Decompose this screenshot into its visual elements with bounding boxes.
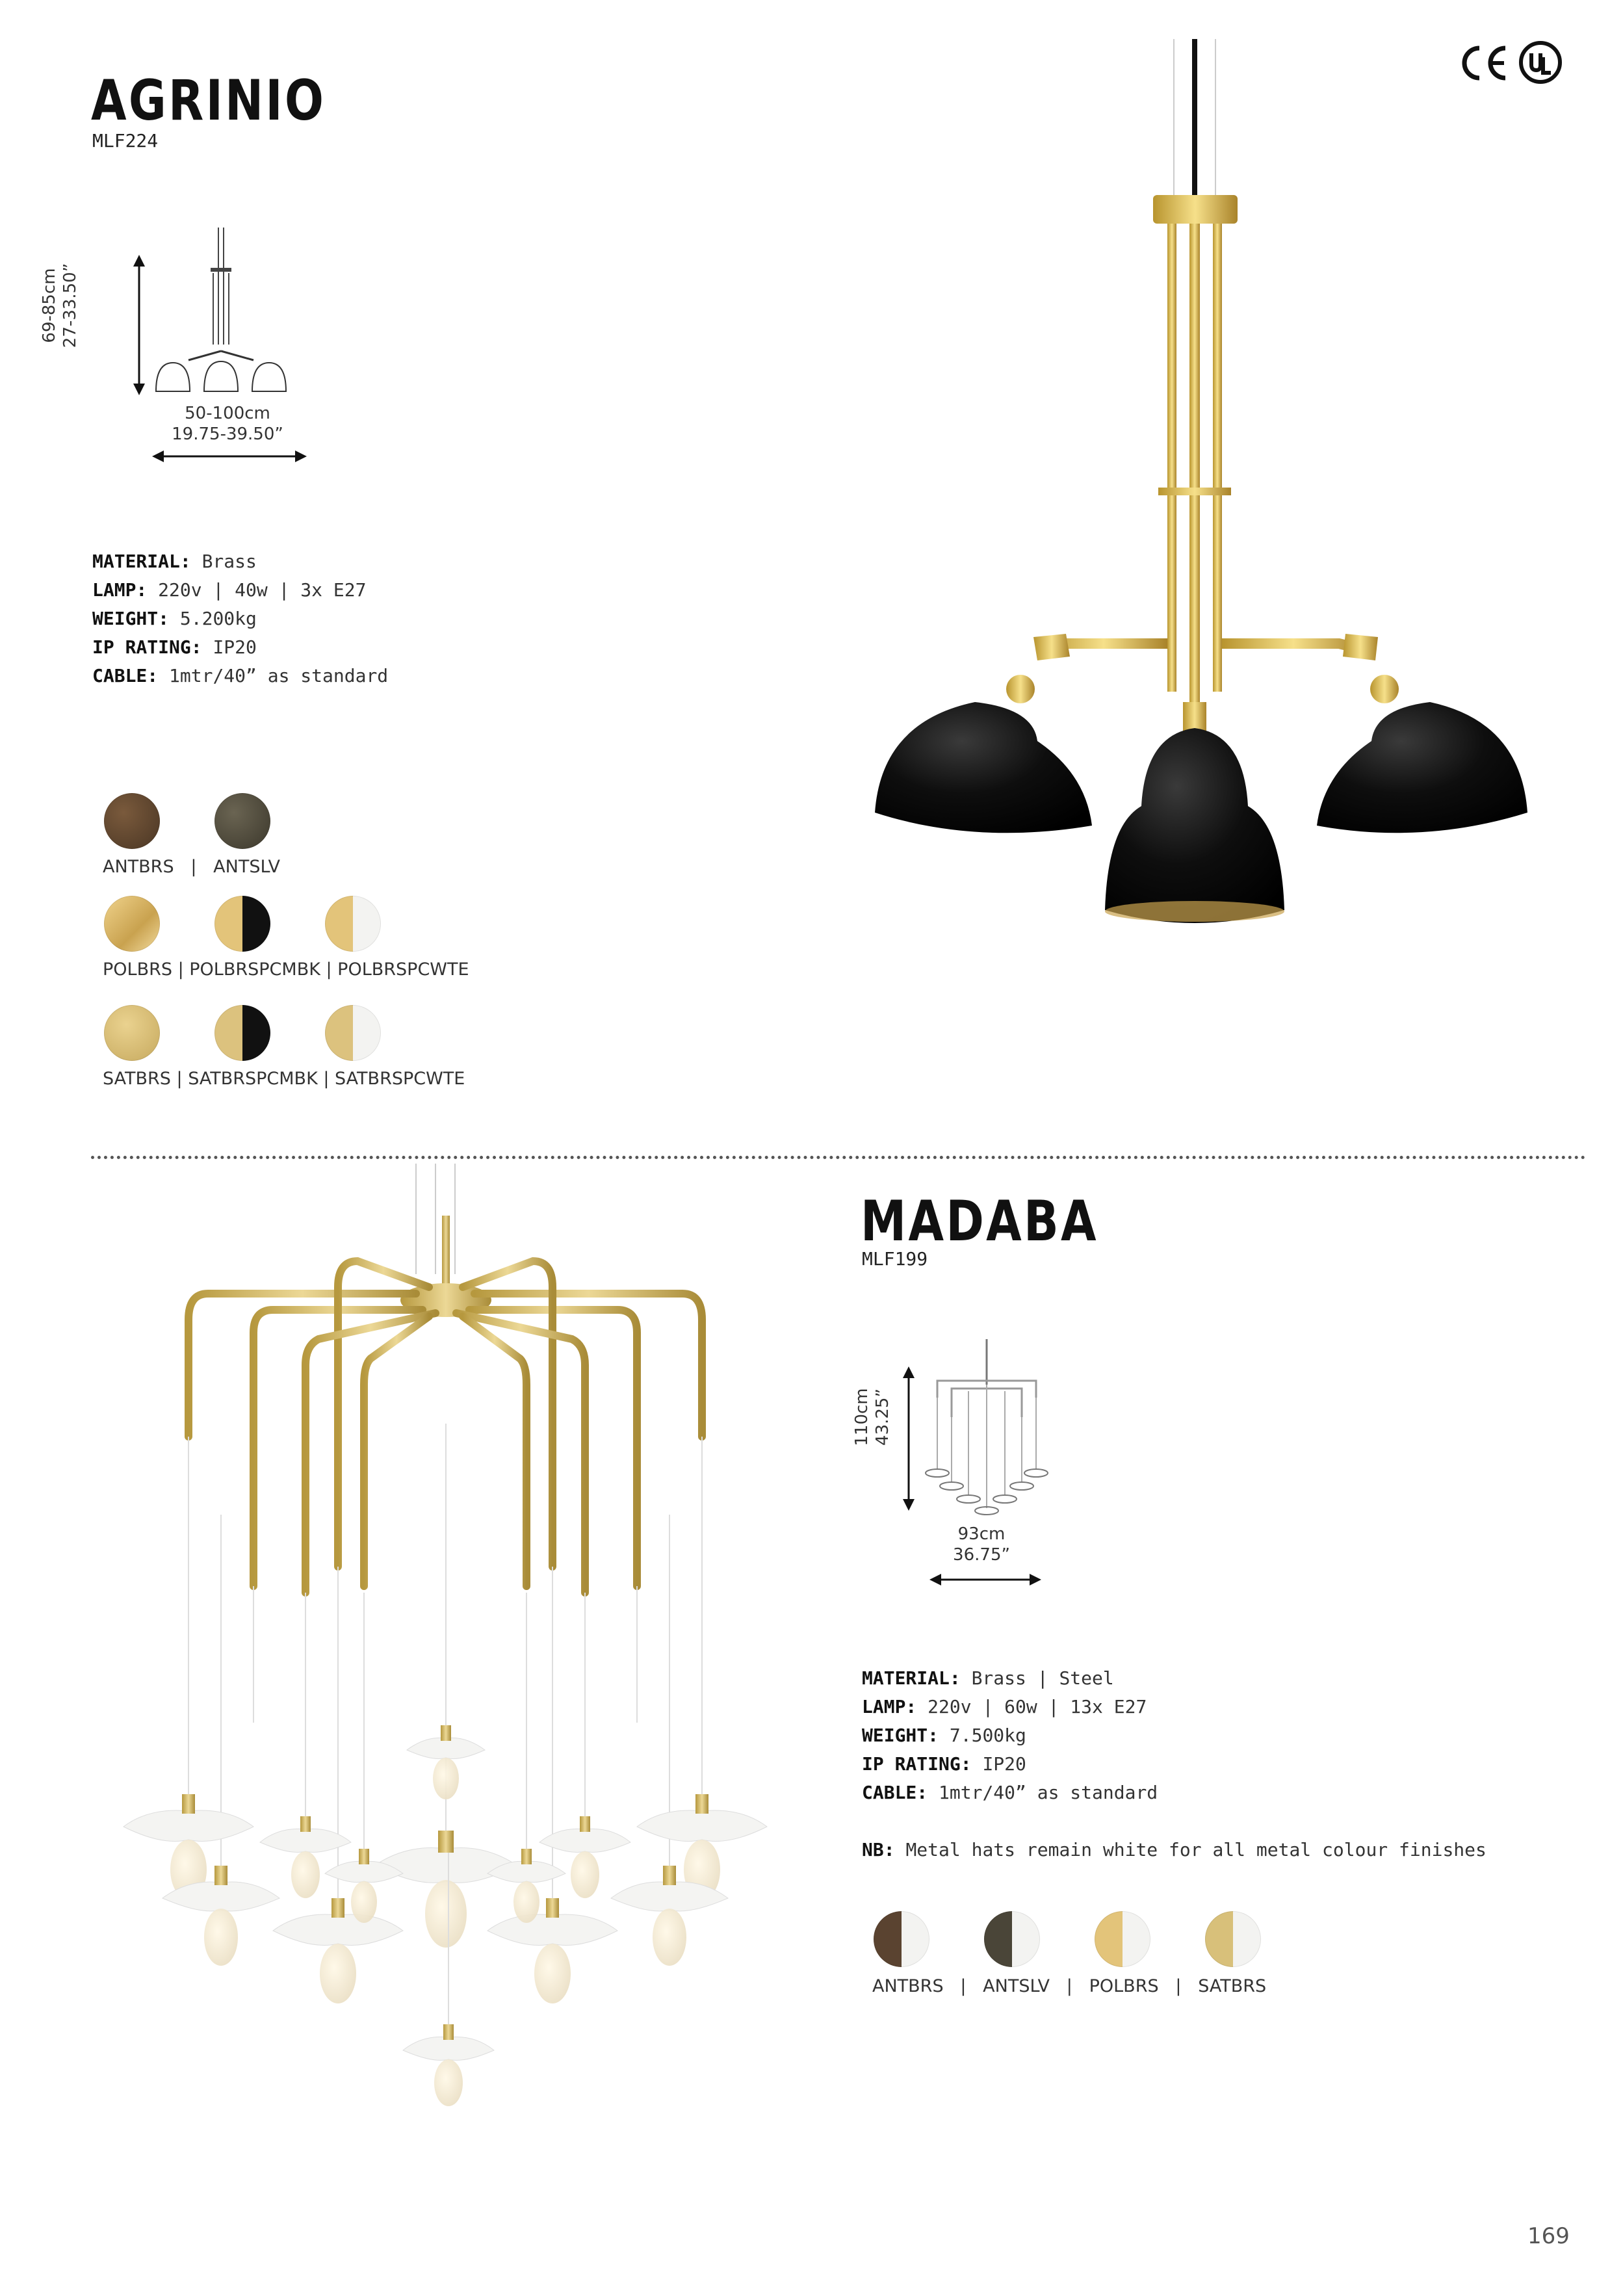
product2-photo bbox=[110, 1164, 786, 2132]
swatch-satbrspcwte bbox=[325, 1005, 381, 1061]
product2-finish-row: ANTBRS | ANTSLV | POLBRS | SATBRS bbox=[872, 1976, 1267, 1996]
spec-row-weight: WEIGHT: 5.200kg bbox=[92, 608, 257, 629]
product1-finish-row-1: ANTBRS | ANTSLV bbox=[103, 857, 281, 877]
page-number: 169 bbox=[1527, 2223, 1570, 2249]
swatch-polbrspcwte bbox=[325, 896, 381, 952]
spec-row-cable: CABLE: 1mtr/40” as standard bbox=[862, 1782, 1158, 1803]
swatch-polbrspcmbk bbox=[214, 896, 270, 952]
swatch-satbrspcmbk bbox=[214, 1005, 270, 1061]
product1-width-in: 19.75-39.50” bbox=[172, 424, 283, 444]
product2-width-label bbox=[929, 1524, 1033, 1565]
spec-row-lamp: LAMP: 220v | 60w | 13x E27 bbox=[862, 1696, 1147, 1717]
swatch-antbrs bbox=[104, 793, 160, 849]
swatch-antslv bbox=[984, 1911, 1040, 1967]
swatch-antbrs bbox=[874, 1911, 929, 1967]
swatch-polbrs bbox=[1095, 1911, 1150, 1967]
swatch-polbrs bbox=[104, 896, 160, 952]
product2-height-cm: 110cm bbox=[852, 1388, 872, 1446]
product1-title: AGRINIO bbox=[91, 68, 326, 133]
product2-specs bbox=[862, 1664, 1487, 1864]
spec-row-material: MATERIAL: Brass bbox=[92, 551, 257, 572]
product1-finish-row-2: POLBRS | POLBRSPCMBK | POLBRSPCWTE bbox=[103, 959, 469, 980]
swatch-satbrs bbox=[1205, 1911, 1261, 1967]
spec-row-note: NB: Metal hats remain white for all metal colour finishes bbox=[862, 1839, 1487, 1860]
spec-row-ip: IP RATING: IP20 bbox=[92, 636, 257, 658]
spec-row-cable: CABLE: 1mtr/40” as standard bbox=[92, 665, 389, 686]
product1-width-label bbox=[149, 403, 305, 445]
section-divider bbox=[91, 1156, 1586, 1159]
product1-width-cm: 50-100cm bbox=[185, 404, 270, 423]
spec-row-material: MATERIAL: Brass | Steel bbox=[862, 1667, 1114, 1689]
product2-height-label bbox=[851, 1388, 916, 1495]
product2-code: MLF199 bbox=[862, 1248, 928, 1270]
spec-row-ip: IP RATING: IP20 bbox=[862, 1753, 1026, 1775]
swatch-antslv bbox=[214, 793, 270, 849]
spec-row-weight: WEIGHT: 7.500kg bbox=[862, 1725, 1026, 1746]
product2-width-cm: 93cm bbox=[957, 1524, 1006, 1544]
product1-height-cm: 69-85cm bbox=[40, 268, 59, 343]
product2-width-in: 36.75” bbox=[953, 1545, 1010, 1565]
product1-code: MLF224 bbox=[92, 130, 159, 151]
product2-height-in: 43.25” bbox=[873, 1389, 892, 1446]
product1-finish-row-3: SATBRS | SATBRSPCMBK | SATBRSPCWTE bbox=[103, 1069, 465, 1089]
product1-height-label bbox=[40, 263, 149, 364]
product1-photo bbox=[845, 33, 1534, 943]
product1-specs bbox=[92, 547, 388, 690]
product1-height-in: 27-33.50” bbox=[60, 263, 80, 348]
swatch-satbrs bbox=[104, 1005, 160, 1061]
product2-title: MADABA bbox=[861, 1189, 1098, 1254]
spec-row-lamp: LAMP: 220v | 40w | 3x E27 bbox=[92, 579, 367, 601]
